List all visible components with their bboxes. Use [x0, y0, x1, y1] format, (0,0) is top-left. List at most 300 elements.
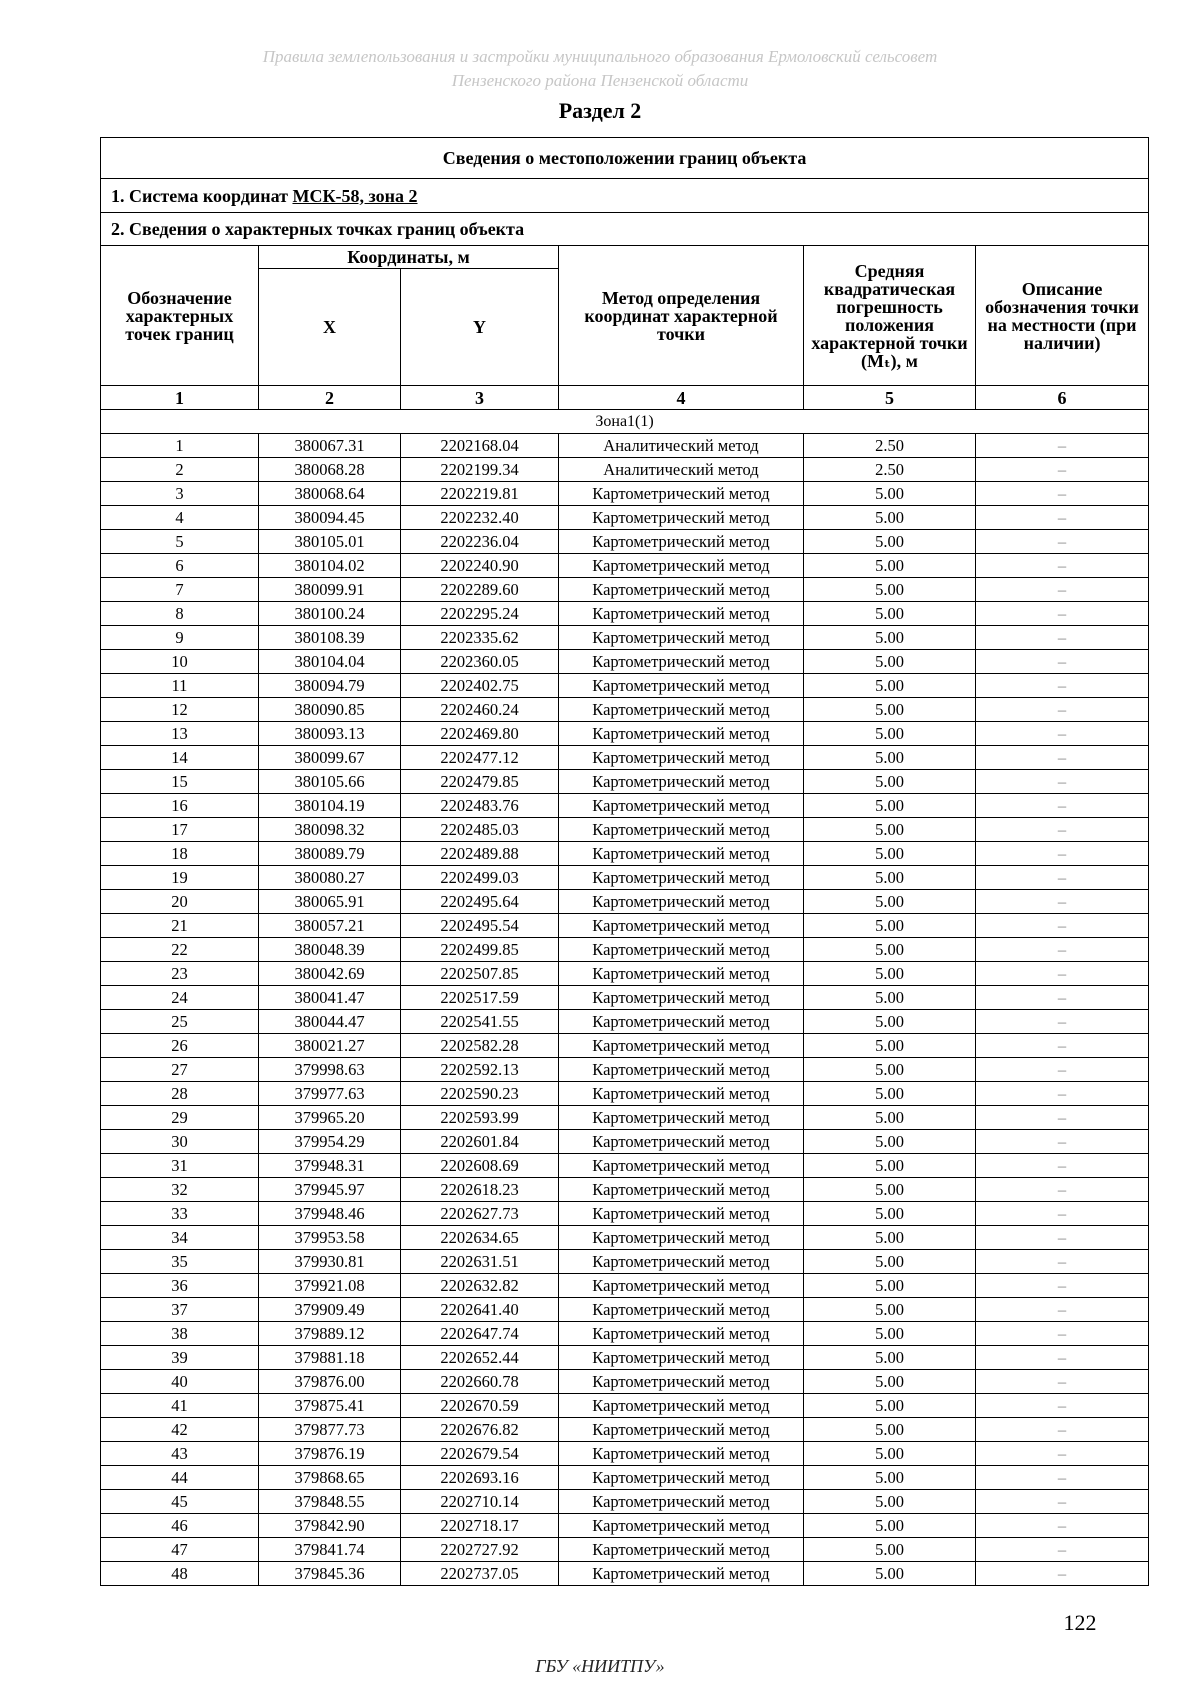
x-coordinate-cell: 379875.41 [259, 1394, 401, 1418]
point-id-cell: 1 [101, 434, 259, 458]
col-header-designation: Обозначение характерных точек границ [101, 246, 259, 386]
page-number: 122 [1063, 1610, 1097, 1635]
description-cell: – [976, 938, 1149, 962]
point-id-cell: 41 [101, 1394, 259, 1418]
col-header-y: Y [401, 269, 559, 386]
y-coordinate-cell: 2202601.84 [401, 1130, 559, 1154]
method-cell: Картометрический метод [559, 1106, 804, 1130]
col-number: 2 [259, 386, 401, 410]
method-cell: Картометрический метод [559, 1082, 804, 1106]
error-cell: 5.00 [804, 1418, 976, 1442]
table-row [101, 1250, 1149, 1274]
y-coordinate-cell: 2202477.12 [401, 746, 559, 770]
y-coordinate-cell: 2202219.81 [401, 482, 559, 506]
point-id-cell: 37 [101, 1298, 259, 1322]
error-cell: 5.00 [804, 602, 976, 626]
y-coordinate-cell: 2202489.88 [401, 842, 559, 866]
method-cell: Картометрический метод [559, 1514, 804, 1538]
method-cell: Картометрический метод [559, 1154, 804, 1178]
col-header-error: Средняя квадратическая погрешность положения характерной точки (Mₜ), м [804, 246, 976, 386]
x-coordinate-cell: 380041.47 [259, 986, 401, 1010]
table-row [101, 1370, 1149, 1394]
description-cell: – [976, 1370, 1149, 1394]
error-cell: 5.00 [804, 818, 976, 842]
method-cell: Картометрический метод [559, 1466, 804, 1490]
method-cell: Картометрический метод [559, 986, 804, 1010]
points-section-label: 2. Сведения о характерных точках границ объекта [101, 213, 1149, 246]
y-coordinate-cell: 2202590.23 [401, 1082, 559, 1106]
point-id-cell: 17 [101, 818, 259, 842]
error-cell: 5.00 [804, 626, 976, 650]
table-row [101, 506, 1149, 530]
description-cell: – [976, 1418, 1149, 1442]
description-cell: – [976, 962, 1149, 986]
x-coordinate-cell: 380098.32 [259, 818, 401, 842]
description-cell: – [976, 1058, 1149, 1082]
error-cell: 2.50 [804, 458, 976, 482]
error-cell: 5.00 [804, 770, 976, 794]
error-cell: 5.00 [804, 1010, 976, 1034]
description-cell: – [976, 1010, 1149, 1034]
table-row [101, 698, 1149, 722]
x-coordinate-cell: 380068.64 [259, 482, 401, 506]
description-cell: – [976, 866, 1149, 890]
description-cell: – [976, 1034, 1149, 1058]
y-coordinate-cell: 2202240.90 [401, 554, 559, 578]
description-cell: – [976, 1250, 1149, 1274]
method-cell: Картометрический метод [559, 1202, 804, 1226]
error-cell: 5.00 [804, 1058, 976, 1082]
table-row [101, 818, 1149, 842]
x-coordinate-cell: 380090.85 [259, 698, 401, 722]
point-id-cell: 18 [101, 842, 259, 866]
method-cell: Картометрический метод [559, 1010, 804, 1034]
x-coordinate-cell: 379848.55 [259, 1490, 401, 1514]
error-cell: 5.00 [804, 1250, 976, 1274]
method-cell: Картометрический метод [559, 722, 804, 746]
error-cell: 5.00 [804, 506, 976, 530]
x-coordinate-cell: 379876.19 [259, 1442, 401, 1466]
y-coordinate-cell: 2202693.16 [401, 1466, 559, 1490]
error-cell: 5.00 [804, 1082, 976, 1106]
description-cell: – [976, 1562, 1149, 1586]
description-cell: – [976, 1346, 1149, 1370]
error-cell: 5.00 [804, 986, 976, 1010]
point-id-cell: 47 [101, 1538, 259, 1562]
method-cell: Картометрический метод [559, 626, 804, 650]
description-cell: – [976, 1202, 1149, 1226]
table-row [101, 1130, 1149, 1154]
point-id-cell: 38 [101, 1322, 259, 1346]
method-cell: Картометрический метод [559, 1490, 804, 1514]
point-id-cell: 22 [101, 938, 259, 962]
y-coordinate-cell: 2202335.62 [401, 626, 559, 650]
error-cell: 5.00 [804, 1154, 976, 1178]
point-id-cell: 46 [101, 1514, 259, 1538]
table-row [101, 602, 1149, 626]
col-number: 1 [101, 386, 259, 410]
description-cell: – [976, 1514, 1149, 1538]
x-coordinate-cell: 380104.02 [259, 554, 401, 578]
description-cell: – [976, 1442, 1149, 1466]
point-id-cell: 31 [101, 1154, 259, 1178]
x-coordinate-cell: 380042.69 [259, 962, 401, 986]
x-coordinate-cell: 379889.12 [259, 1322, 401, 1346]
error-cell: 5.00 [804, 1106, 976, 1130]
error-cell: 5.00 [804, 1466, 976, 1490]
point-id-cell: 23 [101, 962, 259, 986]
table-row [101, 1298, 1149, 1322]
description-cell: – [976, 1394, 1149, 1418]
error-cell: 5.00 [804, 746, 976, 770]
col-header-method: Метод определения координат характерной точки [559, 246, 804, 386]
col-number: 4 [559, 386, 804, 410]
coordinate-system-row [101, 179, 1149, 213]
y-coordinate-cell: 2202608.69 [401, 1154, 559, 1178]
y-coordinate-cell: 2202647.74 [401, 1322, 559, 1346]
table-row [101, 866, 1149, 890]
x-coordinate-cell: 379845.36 [259, 1562, 401, 1586]
y-coordinate-cell: 2202483.76 [401, 794, 559, 818]
table-row [101, 1106, 1149, 1130]
y-coordinate-cell: 2202541.55 [401, 1010, 559, 1034]
x-coordinate-cell: 380065.91 [259, 890, 401, 914]
description-cell: – [976, 1178, 1149, 1202]
error-cell: 5.00 [804, 1034, 976, 1058]
y-coordinate-cell: 2202507.85 [401, 962, 559, 986]
y-coordinate-cell: 2202718.17 [401, 1514, 559, 1538]
method-cell: Картометрический метод [559, 554, 804, 578]
y-coordinate-cell: 2202485.03 [401, 818, 559, 842]
method-cell: Картометрический метод [559, 1178, 804, 1202]
x-coordinate-cell: 380048.39 [259, 938, 401, 962]
description-cell: – [976, 506, 1149, 530]
description-cell: – [976, 1538, 1149, 1562]
point-id-cell: 29 [101, 1106, 259, 1130]
x-coordinate-cell: 379842.90 [259, 1514, 401, 1538]
error-cell: 5.00 [804, 1442, 976, 1466]
method-cell: Аналитический метод [559, 434, 804, 458]
point-id-cell: 34 [101, 1226, 259, 1250]
method-cell: Картометрический метод [559, 1058, 804, 1082]
x-coordinate-cell: 380094.45 [259, 506, 401, 530]
description-cell: – [976, 1154, 1149, 1178]
y-coordinate-cell: 2202737.05 [401, 1562, 559, 1586]
point-id-cell: 39 [101, 1346, 259, 1370]
table-row [101, 746, 1149, 770]
x-coordinate-cell: 380021.27 [259, 1034, 401, 1058]
description-cell: – [976, 890, 1149, 914]
x-coordinate-cell: 380080.27 [259, 866, 401, 890]
x-coordinate-cell: 380067.31 [259, 434, 401, 458]
table-row [101, 554, 1149, 578]
table-row [101, 1322, 1149, 1346]
y-coordinate-cell: 2202679.54 [401, 1442, 559, 1466]
method-cell: Картометрический метод [559, 842, 804, 866]
error-cell: 5.00 [804, 530, 976, 554]
point-id-cell: 27 [101, 1058, 259, 1082]
method-cell: Картометрический метод [559, 1346, 804, 1370]
error-cell: 5.00 [804, 962, 976, 986]
col-number: 6 [976, 386, 1149, 410]
table-row [101, 530, 1149, 554]
error-cell: 5.00 [804, 1370, 976, 1394]
y-coordinate-cell: 2202168.04 [401, 434, 559, 458]
description-cell: – [976, 1490, 1149, 1514]
error-cell: 5.00 [804, 842, 976, 866]
description-cell: – [976, 698, 1149, 722]
y-coordinate-cell: 2202517.59 [401, 986, 559, 1010]
x-coordinate-cell: 379841.74 [259, 1538, 401, 1562]
table-row [101, 1034, 1149, 1058]
y-coordinate-cell: 2202592.13 [401, 1058, 559, 1082]
x-coordinate-cell: 379881.18 [259, 1346, 401, 1370]
point-id-cell: 15 [101, 770, 259, 794]
x-coordinate-cell: 379945.97 [259, 1178, 401, 1202]
error-cell: 5.00 [804, 650, 976, 674]
error-cell: 5.00 [804, 1490, 976, 1514]
error-cell: 5.00 [804, 722, 976, 746]
error-cell: 5.00 [804, 1274, 976, 1298]
x-coordinate-cell: 379868.65 [259, 1466, 401, 1490]
table-row [101, 578, 1149, 602]
x-coordinate-cell: 379921.08 [259, 1274, 401, 1298]
error-cell: 5.00 [804, 1298, 976, 1322]
error-cell: 5.00 [804, 482, 976, 506]
y-coordinate-cell: 2202295.24 [401, 602, 559, 626]
point-id-cell: 4 [101, 506, 259, 530]
x-coordinate-cell: 380057.21 [259, 914, 401, 938]
description-cell: – [976, 650, 1149, 674]
y-coordinate-cell: 2202479.85 [401, 770, 559, 794]
error-cell: 5.00 [804, 674, 976, 698]
point-id-cell: 9 [101, 626, 259, 650]
point-id-cell: 12 [101, 698, 259, 722]
point-id-cell: 48 [101, 1562, 259, 1586]
point-id-cell: 43 [101, 1442, 259, 1466]
x-coordinate-cell: 379948.46 [259, 1202, 401, 1226]
method-cell: Картометрический метод [559, 794, 804, 818]
error-cell: 5.00 [804, 554, 976, 578]
point-id-cell: 7 [101, 578, 259, 602]
col-number: 3 [401, 386, 559, 410]
coordinate-system-value: МСК-58, зона 2 [292, 185, 418, 206]
x-coordinate-cell: 379954.29 [259, 1130, 401, 1154]
y-coordinate-cell: 2202634.65 [401, 1226, 559, 1250]
method-cell: Картометрический метод [559, 1562, 804, 1586]
x-coordinate-cell: 380094.79 [259, 674, 401, 698]
error-cell: 5.00 [804, 1346, 976, 1370]
table-row [101, 458, 1149, 482]
point-id-cell: 44 [101, 1466, 259, 1490]
method-cell: Картометрический метод [559, 1250, 804, 1274]
y-coordinate-cell: 2202582.28 [401, 1034, 559, 1058]
table-row [101, 914, 1149, 938]
y-coordinate-cell: 2202710.14 [401, 1490, 559, 1514]
y-coordinate-cell: 2202627.73 [401, 1202, 559, 1226]
y-coordinate-cell: 2202199.34 [401, 458, 559, 482]
coordinate-system-label: 1. Система координат [111, 185, 293, 206]
y-coordinate-cell: 2202660.78 [401, 1370, 559, 1394]
table-row [101, 1154, 1149, 1178]
description-cell: – [976, 434, 1149, 458]
section-title: Раздел 2 [558, 98, 642, 123]
description-cell: – [976, 530, 1149, 554]
boundary-points-table [100, 137, 1149, 1586]
table-row [101, 842, 1149, 866]
x-coordinate-cell: 380099.67 [259, 746, 401, 770]
method-cell: Картометрический метод [559, 890, 804, 914]
description-cell: – [976, 1466, 1149, 1490]
method-cell: Картометрический метод [559, 602, 804, 626]
zone-label: Зона1(1) [101, 410, 1149, 434]
error-cell: 5.00 [804, 1322, 976, 1346]
error-cell: 5.00 [804, 1226, 976, 1250]
error-cell: 5.00 [804, 698, 976, 722]
table-row [101, 1274, 1149, 1298]
description-cell: – [976, 602, 1149, 626]
description-cell: – [976, 1322, 1149, 1346]
error-cell: 5.00 [804, 1514, 976, 1538]
y-coordinate-cell: 2202236.04 [401, 530, 559, 554]
table-row [101, 650, 1149, 674]
method-cell: Картометрический метод [559, 698, 804, 722]
point-id-cell: 33 [101, 1202, 259, 1226]
table-row [101, 626, 1149, 650]
x-coordinate-cell: 379965.20 [259, 1106, 401, 1130]
method-cell: Картометрический метод [559, 650, 804, 674]
error-cell: 5.00 [804, 938, 976, 962]
x-coordinate-cell: 380093.13 [259, 722, 401, 746]
description-cell: – [976, 458, 1149, 482]
table-row [101, 1058, 1149, 1082]
table-row [101, 890, 1149, 914]
method-cell: Картометрический метод [559, 1418, 804, 1442]
table-row [101, 482, 1149, 506]
table-row [101, 1082, 1149, 1106]
method-cell: Картометрический метод [559, 1370, 804, 1394]
description-cell: – [976, 1106, 1149, 1130]
method-cell: Картометрический метод [559, 1226, 804, 1250]
point-id-cell: 19 [101, 866, 259, 890]
x-coordinate-cell: 380105.66 [259, 770, 401, 794]
running-header-line-1: Правила землепользования и застройки муниципального образования Ермоловский сельсовет [262, 47, 938, 66]
x-coordinate-cell: 379930.81 [259, 1250, 401, 1274]
method-cell: Картометрический метод [559, 482, 804, 506]
method-cell: Картометрический метод [559, 506, 804, 530]
y-coordinate-cell: 2202676.82 [401, 1418, 559, 1442]
table-row [101, 1418, 1149, 1442]
table-row [101, 1394, 1149, 1418]
description-cell: – [976, 746, 1149, 770]
table-row [101, 1466, 1149, 1490]
description-cell: – [976, 722, 1149, 746]
point-id-cell: 3 [101, 482, 259, 506]
y-coordinate-cell: 2202289.60 [401, 578, 559, 602]
error-cell: 5.00 [804, 866, 976, 890]
description-cell: – [976, 674, 1149, 698]
footer-organization: ГБУ «НИИТПУ» [535, 1656, 665, 1676]
x-coordinate-cell: 380100.24 [259, 602, 401, 626]
method-cell: Картометрический метод [559, 938, 804, 962]
table-row [101, 1538, 1149, 1562]
table-title: Сведения о местоположении границ объекта [101, 138, 1149, 179]
table-row [101, 794, 1149, 818]
y-coordinate-cell: 2202495.64 [401, 890, 559, 914]
point-id-cell: 14 [101, 746, 259, 770]
description-cell: – [976, 1274, 1149, 1298]
description-cell: – [976, 578, 1149, 602]
error-cell: 5.00 [804, 1562, 976, 1586]
method-cell: Аналитический метод [559, 458, 804, 482]
method-cell: Картометрический метод [559, 1130, 804, 1154]
method-cell: Картометрический метод [559, 1274, 804, 1298]
col-header-description: Описание обозначения точки на местности (при наличии) [976, 246, 1149, 386]
table-row [101, 1010, 1149, 1034]
method-cell: Картометрический метод [559, 914, 804, 938]
method-cell: Картометрический метод [559, 530, 804, 554]
description-cell: – [976, 986, 1149, 1010]
table-row [101, 722, 1149, 746]
col-header-coordinates: Координаты, м [259, 246, 559, 269]
x-coordinate-cell: 379998.63 [259, 1058, 401, 1082]
table-row [101, 1490, 1149, 1514]
table-row [101, 1442, 1149, 1466]
method-cell: Картометрический метод [559, 1394, 804, 1418]
description-cell: – [976, 626, 1149, 650]
table-row [101, 1562, 1149, 1586]
point-id-cell: 35 [101, 1250, 259, 1274]
error-cell: 5.00 [804, 890, 976, 914]
method-cell: Картометрический метод [559, 1034, 804, 1058]
running-header-line-2: Пензенского района Пензенской области [451, 71, 749, 90]
point-id-cell: 32 [101, 1178, 259, 1202]
point-id-cell: 10 [101, 650, 259, 674]
table-row [101, 1202, 1149, 1226]
point-id-cell: 2 [101, 458, 259, 482]
method-cell: Картометрический метод [559, 1298, 804, 1322]
error-cell: 5.00 [804, 578, 976, 602]
y-coordinate-cell: 2202232.40 [401, 506, 559, 530]
table-row [101, 1226, 1149, 1250]
table-row [101, 1514, 1149, 1538]
point-id-cell: 25 [101, 1010, 259, 1034]
error-cell: 5.00 [804, 1538, 976, 1562]
method-cell: Картометрический метод [559, 866, 804, 890]
point-id-cell: 8 [101, 602, 259, 626]
description-cell: – [976, 914, 1149, 938]
point-id-cell: 24 [101, 986, 259, 1010]
method-cell: Картометрический метод [559, 674, 804, 698]
point-id-cell: 30 [101, 1130, 259, 1154]
y-coordinate-cell: 2202641.40 [401, 1298, 559, 1322]
table-row [101, 434, 1149, 458]
y-coordinate-cell: 2202495.54 [401, 914, 559, 938]
table-row [101, 986, 1149, 1010]
description-cell: – [976, 818, 1149, 842]
point-id-cell: 36 [101, 1274, 259, 1298]
x-coordinate-cell: 380108.39 [259, 626, 401, 650]
point-id-cell: 6 [101, 554, 259, 578]
description-cell: – [976, 482, 1149, 506]
method-cell: Картометрический метод [559, 1442, 804, 1466]
method-cell: Картометрический метод [559, 818, 804, 842]
x-coordinate-cell: 380105.01 [259, 530, 401, 554]
method-cell: Картометрический метод [559, 962, 804, 986]
point-id-cell: 45 [101, 1490, 259, 1514]
point-id-cell: 20 [101, 890, 259, 914]
error-cell: 2.50 [804, 434, 976, 458]
